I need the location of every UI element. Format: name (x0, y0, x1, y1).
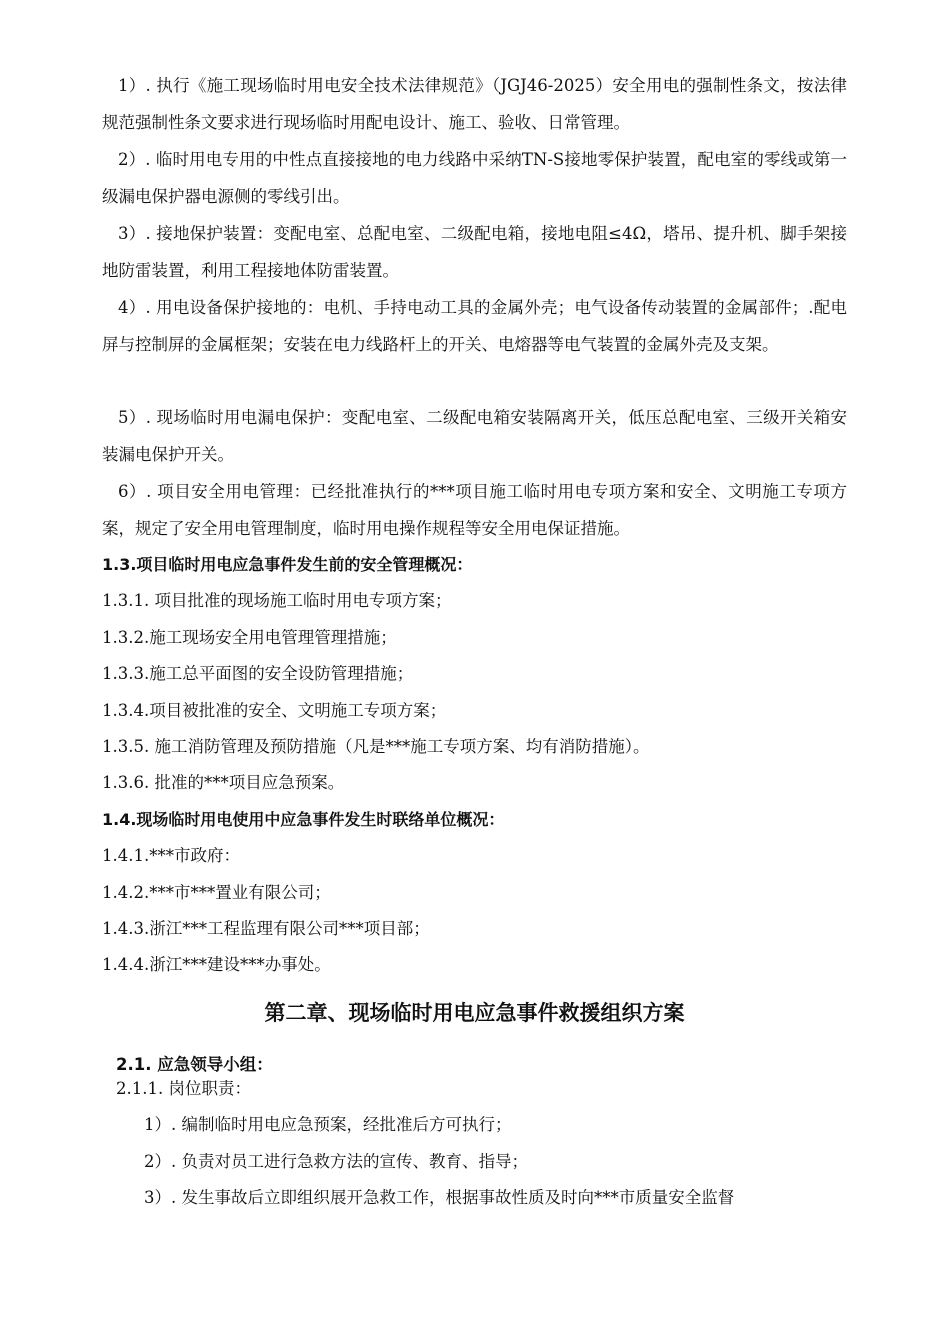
paragraph-2: 2）. 临时用电专用的中性点直接接地的电力线路中采纳TN-S接地零保护装置，配电室的零线或第一级漏电保护器电源侧的零线引出。 (102, 150, 847, 207)
list-item: 1）. 编制临时用电应急预案，经批准后方可执行； (144, 1115, 512, 1134)
list-item: 1.3.6. 批准的***项目应急预案。 (102, 773, 345, 792)
paragraph-4: 4）. 用电设备保护接地的：电机、手持电动工具的金属外壳；电气设备传动装置的金属部件；.配电屏与控制屏的金属框架；安装在电力线路杆上的开关、电熔器等电气装置的金属外壳及支架。 (102, 298, 847, 355)
list-item: 1.4.1.***市政府： (102, 846, 240, 865)
list-item: 3）. 发生事故后立即组织展开急救工作，根据事故性质及时向***市质量安全监督 (144, 1188, 735, 1207)
list-item: 1.3.1. 项目批准的现场施工临时用电专项方案； (102, 591, 452, 610)
list-item: 1.3.3.施工总平面图的安全设防管理措施； (102, 664, 414, 683)
paragraph-5: 5）. 现场临时用电漏电保护：变配电室、二级配电箱安装隔离开关，低压总配电室、三级开关箱安装漏电保护开关。 (102, 408, 847, 465)
list-item: 1.4.3.浙江***工程监理有限公司***项目部； (102, 919, 430, 938)
list-item: 1.3.2.施工现场安全用电管理管理措施； (102, 628, 397, 647)
section-2-1-1-heading: 2.1.1. 岗位职责： (116, 1079, 251, 1098)
list-item: 1.3.4.项目被批准的安全、文明施工专项方案； (102, 701, 447, 720)
list-item: 1.3.5. 施工消防管理及预防措施（凡是***施工专项方案、均有消防措施）。 (102, 737, 650, 756)
paragraph-1: 1）. 执行《施工现场临时用电安全技术法律规范》（JGJ46-2025）安全用电的强制性条文，按法律规范强制性条文要求进行现场临时用配电设计、施工、验收、日常管理。 (102, 76, 847, 133)
chapter-title: 第二章、现场临时用电应急事件救援组织方案 (264, 1001, 685, 1025)
section-2-1-heading: 2.1. 应急领导小组： (116, 1055, 273, 1074)
list-item: 1.4.2.***市***置业有限公司； (102, 883, 331, 902)
list-item: 1.4.4.浙江***建设***办事处。 (102, 955, 331, 974)
list-item: 2）. 负责对员工进行急救方法的宣传、教育、指导； (144, 1152, 528, 1171)
section-1-3-heading: 1.3.项目临时用电应急事件发生前的安全管理概况： (102, 555, 473, 574)
section-1-4-heading: 1.4.现场临时用电使用中应急事件发生时联络单位概况： (102, 810, 505, 829)
paragraph-6: 6）. 项目安全用电管理：已经批准执行的***项目施工临时用电专项方案和安全、文明施工专项方案，规定了安全用电管理制度，临时用电操作规程等安全用电保证措施。 (102, 482, 847, 539)
paragraph-3: 3）. 接地保护装置：变配电室、总配电室、二级配电箱，接地电阻≤4Ω，塔吊、提升机、脚手架接地防雷装置，利用工程接地体防雷装置。 (102, 224, 847, 281)
